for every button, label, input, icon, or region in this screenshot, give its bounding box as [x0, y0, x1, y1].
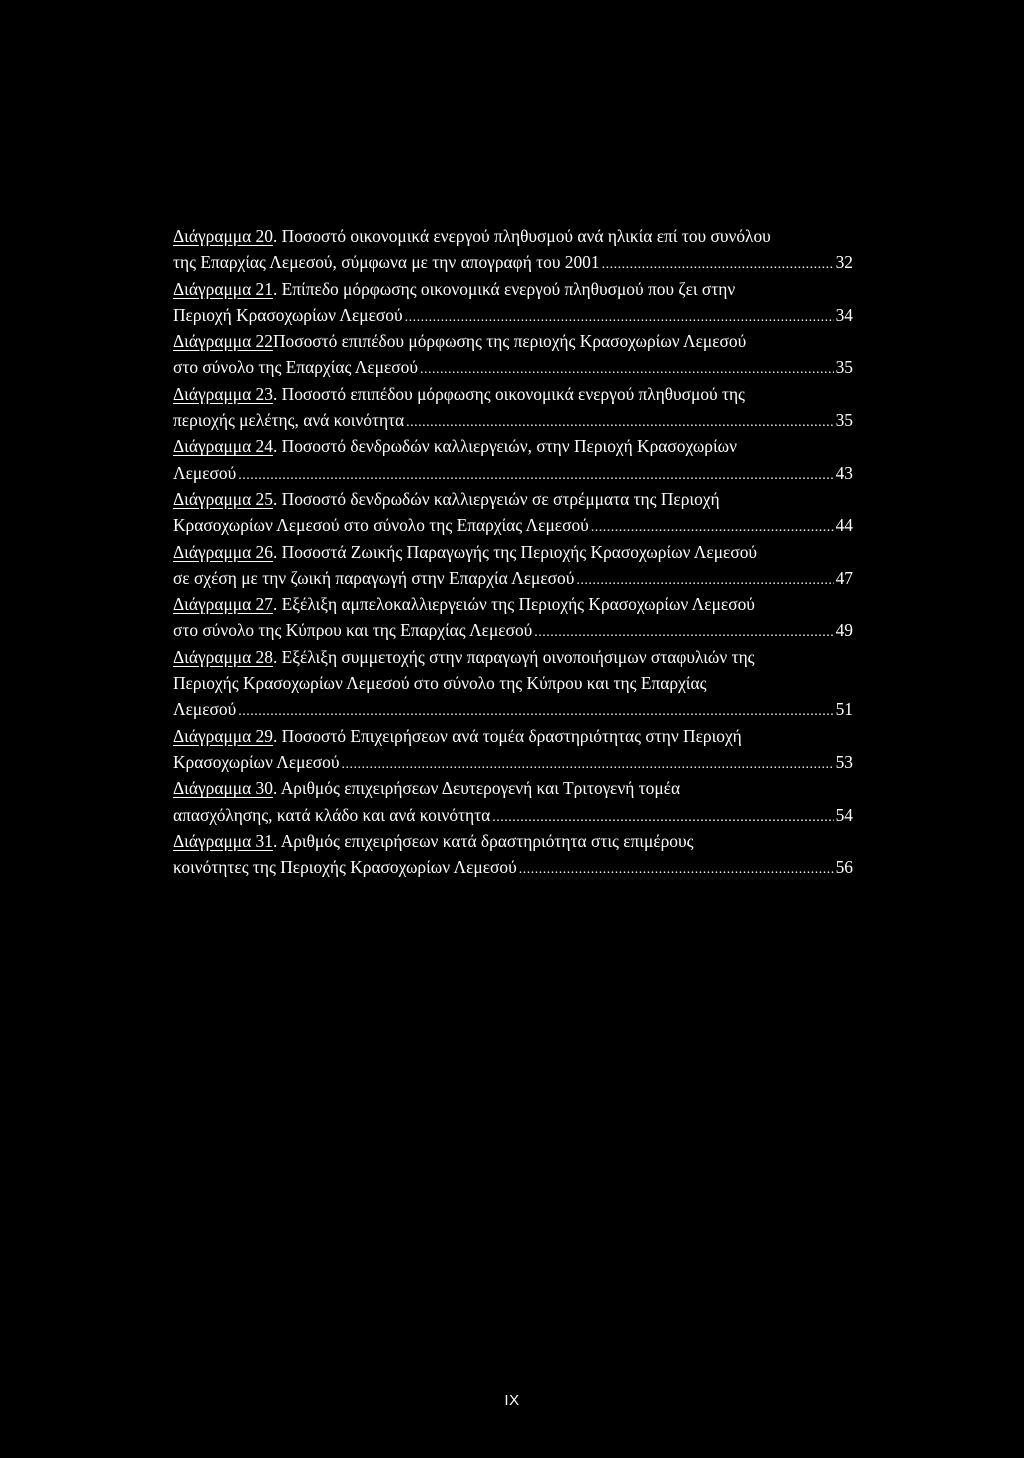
toc-page-number[interactable]: 35: [835, 410, 853, 431]
toc-entry-title-middle: Περιοχής Κρασοχωρίων Λεμεσού στο σύνολο της Κύπρου και της Επαρχίας: [173, 673, 707, 694]
toc-entry-title: . Αριθμός επιχειρήσεων κατά δραστηριότητα στις επιμέρους: [272, 830, 694, 851]
toc-entry-title: . Αριθμός επιχειρήσεων Δευτερογενή και Τριτογενή τομέα: [272, 778, 681, 799]
toc-entry-link[interactable]: Διάγραμμα 24: [173, 436, 273, 457]
toc-entry-link[interactable]: Διάγραμμα 27: [173, 594, 273, 615]
toc-entry-title-continued: κοινότητες της Περιοχής Κρασοχωρίων Λεμεσού: [173, 857, 517, 878]
toc-entry-last-line: [173, 249, 853, 275]
page-number-footer: IX: [504, 1392, 520, 1409]
toc-entry-first-line: [173, 723, 853, 749]
toc-entry-last-line: [173, 354, 853, 380]
toc-entry-first-line: [173, 223, 853, 249]
toc-entry-link[interactable]: Διάγραμμα 25: [173, 488, 273, 509]
toc-page-number[interactable]: 47: [835, 567, 853, 588]
toc-entry-title: . Εξέλιξη συμμετοχής στην παραγωγή οινοποιήσιμων σταφυλιών της: [272, 646, 755, 667]
table-of-figures: [173, 223, 853, 880]
dot-leader: [519, 857, 834, 883]
toc-entry[interactable]: [173, 828, 853, 881]
toc-entry-title: . Ποσοστό δενδρωδών καλλιεργειών σε στρέμματα της Περιοχή: [272, 488, 720, 509]
toc-entry-title-continued: στο σύνολο της Κύπρου και της Επαρχίας Λεμεσού: [173, 620, 533, 641]
toc-entry-last-line: [173, 696, 853, 722]
toc-entry-title-continued: Κρασοχωρίων Λεμεσού στο σύνολο της Επαρχίας Λεμεσού: [173, 515, 589, 536]
toc-entry-title: . Ποσοστά Ζωικής Παραγωγής της Περιοχής Κρασοχωρίων Λεμεσού: [272, 541, 757, 562]
toc-entry-link[interactable]: Διάγραμμα 21: [173, 278, 273, 299]
toc-page-number[interactable]: 54: [835, 804, 853, 825]
toc-entry-first-line: [173, 539, 853, 565]
toc-entry-title: . Εξέλιξη αμπελοκαλλιεργειών της Περιοχής Κρασοχωρίων Λεμεσού: [272, 594, 755, 615]
toc-entry[interactable]: [173, 433, 853, 486]
toc-entry-first-line: [173, 775, 853, 801]
toc-entry-link[interactable]: Διάγραμμα 23: [173, 383, 273, 404]
toc-page-number[interactable]: 43: [835, 462, 853, 483]
toc-entry-title-continued: της Επαρχίας Λεμεσού, σύμφωνα με την απογραφή του 2001: [173, 252, 600, 273]
toc-entry-title-continued: Περιοχή Κρασοχωρίων Λεμεσού: [173, 304, 403, 325]
toc-entry-link[interactable]: Διάγραμμα 29: [173, 725, 273, 746]
toc-entry[interactable]: [173, 775, 853, 828]
toc-entry[interactable]: [173, 328, 853, 381]
toc-entry[interactable]: [173, 223, 853, 276]
toc-entry-title-continued: περιοχής μελέτης, ανά κοινότητα: [173, 410, 405, 431]
toc-entry[interactable]: [173, 539, 853, 592]
toc-entry-link[interactable]: Διάγραμμα 30: [173, 778, 273, 799]
toc-entry-title-continued: απασχόλησης, κατά κλάδο και ανά κοινότητα: [173, 804, 491, 825]
toc-entry-title-continued: Κρασοχωρίων Λεμεσού: [173, 751, 340, 772]
toc-entry-middle-line: [173, 670, 853, 696]
toc-entry-title: . Ποσοστό επιπέδου μόρφωσης οικονομικά ενεργού πληθυσμού της: [272, 383, 745, 404]
toc-entry-last-line: [173, 407, 853, 433]
toc-page-number[interactable]: 44: [835, 515, 853, 536]
toc-entry-last-line: [173, 512, 853, 538]
toc-entry-last-line: [173, 565, 853, 591]
toc-entry-link[interactable]: Διάγραμμα 28: [173, 646, 273, 667]
toc-entry[interactable]: [173, 486, 853, 539]
toc-page-number[interactable]: 34: [835, 304, 853, 325]
toc-entry-first-line: [173, 644, 853, 670]
toc-page-number[interactable]: 51: [835, 699, 853, 720]
toc-entry-title-continued: στο σύνολο της Επαρχίας Λεμεσού: [173, 357, 418, 378]
toc-entry-first-line: [173, 486, 853, 512]
toc-entry-title: Ποσοστό επιπέδου μόρφωσης της περιοχής Κρασοχωρίων Λεμεσού: [272, 331, 747, 352]
toc-entry-first-line: [173, 328, 853, 354]
toc-entry-link[interactable]: Διάγραμμα 31: [173, 830, 273, 851]
toc-page-number[interactable]: 53: [835, 751, 853, 772]
toc-entry-first-line: [173, 433, 853, 459]
toc-entry-last-line: [173, 749, 853, 775]
toc-entry-title: . Ποσοστό Επιχειρήσεων ανά τομέα δραστηριότητας στην Περιοχή: [272, 725, 742, 746]
toc-page-number[interactable]: 49: [835, 620, 853, 641]
toc-entry-title-continued: Λεμεσού: [173, 699, 237, 720]
toc-entry[interactable]: [173, 276, 853, 329]
toc-entry-link[interactable]: Διάγραμμα 26: [173, 541, 273, 562]
toc-page-number[interactable]: 32: [835, 252, 853, 273]
toc-page-number[interactable]: 35: [835, 357, 853, 378]
toc-entry[interactable]: [173, 644, 853, 723]
toc-entry-first-line: [173, 828, 853, 854]
toc-entry-first-line: [173, 591, 853, 617]
toc-entry[interactable]: [173, 723, 853, 776]
toc-entry-title-continued: σε σχέση με την ζωική παραγωγή στην Επαρχία Λεμεσού: [173, 567, 575, 588]
toc-entry-last-line: [173, 854, 853, 880]
toc-entry-title: . Ποσοστό οικονομικά ενεργού πληθυσμού ανά ηλικία επί του συνόλου: [272, 226, 771, 246]
toc-entry-link[interactable]: Διάγραμμα 20: [173, 226, 273, 246]
toc-entry-last-line: [173, 617, 853, 643]
toc-page-number[interactable]: 56: [835, 857, 853, 878]
toc-entry-last-line: [173, 460, 853, 486]
toc-entry-link[interactable]: Διάγραμμα 22: [173, 331, 273, 352]
toc-entry-title: . Επίπεδο μόρφωσης οικονομικά ενεργού πληθυσμού που ζει στην: [272, 278, 736, 299]
toc-entry-first-line: [173, 381, 853, 407]
toc-entry-last-line: [173, 802, 853, 828]
toc-entry[interactable]: [173, 381, 853, 434]
toc-entry-title-continued: Λεμεσού: [173, 462, 237, 483]
toc-entry[interactable]: [173, 591, 853, 644]
toc-entry-last-line: [173, 302, 853, 328]
toc-entry-first-line: [173, 276, 853, 302]
toc-entry-title: . Ποσοστό δενδρωδών καλλιεργειών, στην Περιοχή Κρασοχωρίων: [272, 436, 737, 457]
